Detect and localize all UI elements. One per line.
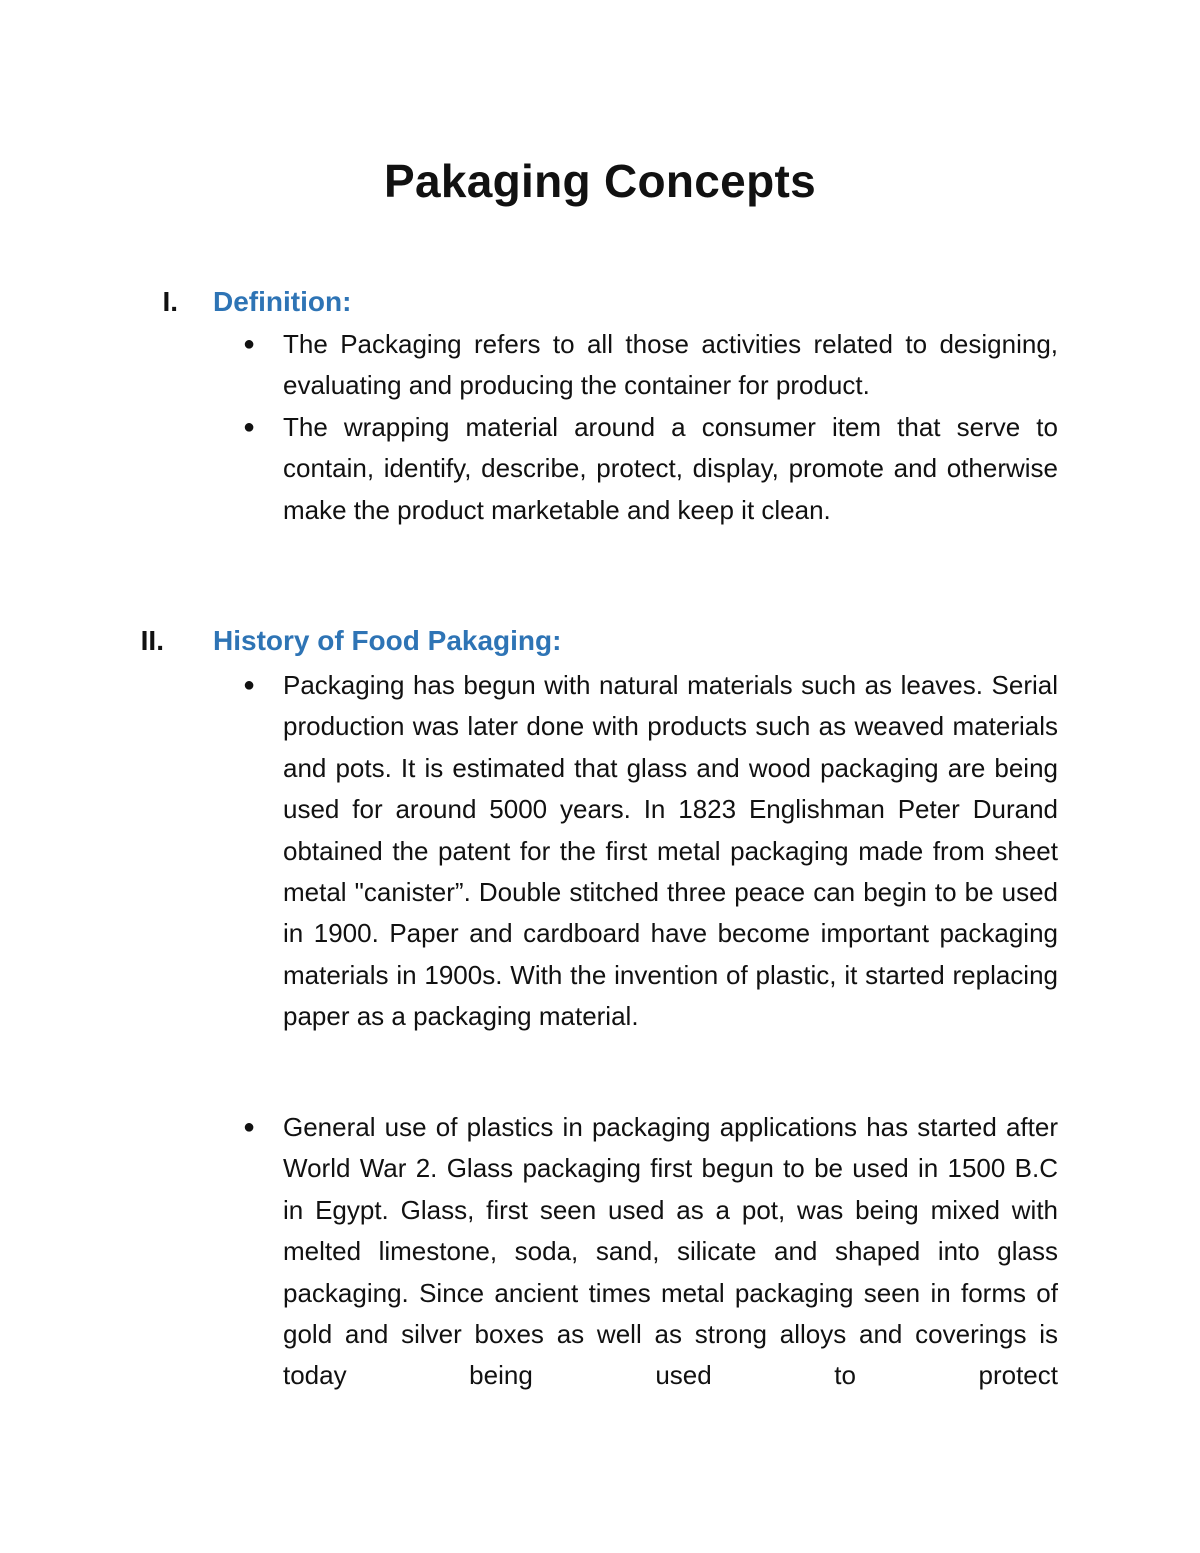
bullet-dot-icon: ● [243,674,256,696]
bullet-list [243,324,1058,531]
list-item [243,324,1058,407]
list-item [243,407,1058,531]
bullet-dot-icon: ● [243,1116,256,1138]
bullet-dot-icon: ● [243,333,256,355]
list-item-text: The Packaging refers to all those activities related to designing, evaluating and producing the container for product. [283,329,1058,401]
section-numeral: II. [140,625,164,656]
bullet-list [243,665,1058,1038]
list-item [243,1107,1058,1397]
section-heading: Definition: [213,286,352,317]
bullet-dot-icon: ● [243,415,256,438]
section-numeral: I. [162,286,178,317]
bullet-list [243,1107,1058,1397]
list-item [243,665,1058,1038]
list-item-text: General use of plastics in packaging applications has started after World War 2. Glass packaging first begun to be used in 1500 B.C in Egypt. Glass, first seen used as a pot, was being mixed with melted limestone, soda, sand, silicate and shaped into glass packaging. Since ancient times metal packaging seen in forms of gold and silver boxes as well as strong alloys and coverings is today being used to protect [283,1112,1058,1391]
list-item-text: The wrapping material around a consumer item that serve to contain, identify, describe, protect, display, promote and otherwise make the product marketable and keep it clean. [283,411,1058,525]
section-heading: History of Food Pakaging: [213,625,562,656]
document-title: Pakaging Concepts [384,155,816,207]
list-item-text: Packaging has begun with natural materials such as leaves. Serial production was later done with products such as weaved materials and pots. It is estimated that glass and wood packaging are being used for around 5000 years. In 1823 Englishman Peter Durand obtained the patent for the first metal packaging made from sheet metal "canister”. Double stitched three peace can begin to be used in 1900. Paper and cardboard have become important packaging materials in 1900s. With the invention of plastic, it started replacing paper as a packaging material. [283,670,1058,1032]
